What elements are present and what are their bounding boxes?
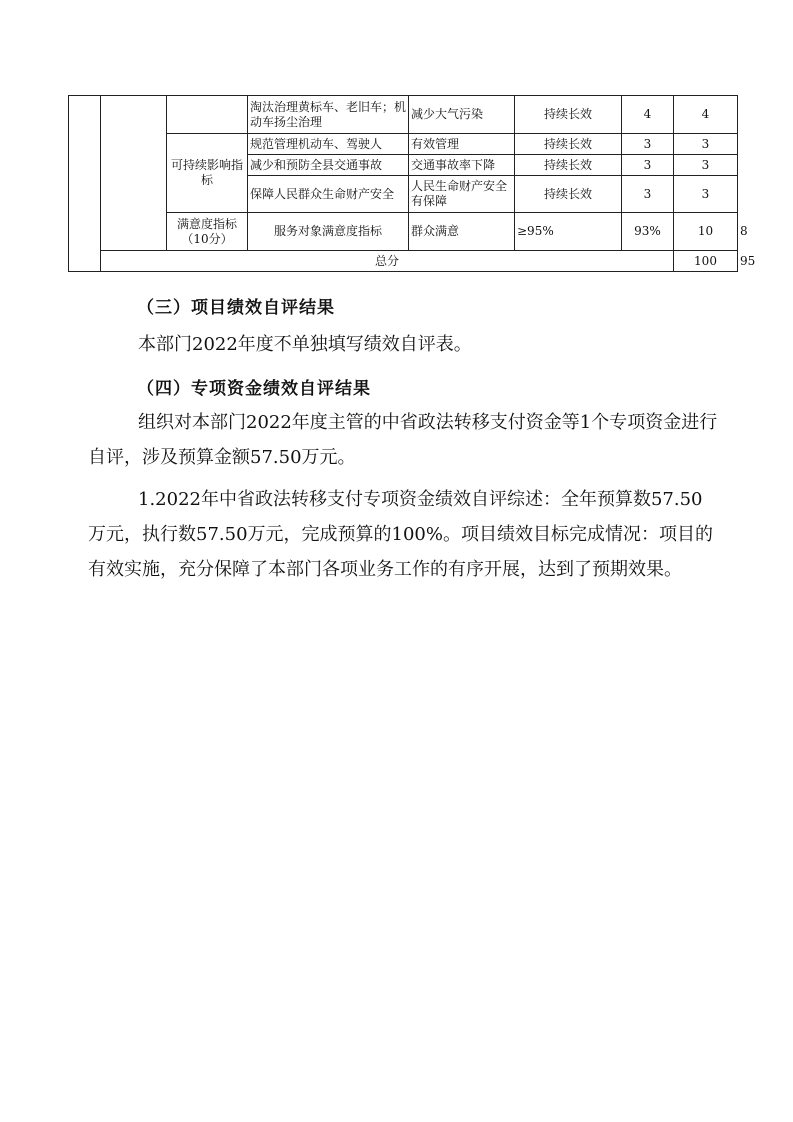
table-cell-total-weight: 100 bbox=[674, 251, 738, 272]
table-cell-blank bbox=[167, 96, 248, 134]
table-cell-satisfaction-category: 满意度指标（10分） bbox=[167, 213, 248, 251]
table-cell-weight: 10 bbox=[674, 213, 738, 251]
table-row-total: 总分 100 95 bbox=[69, 251, 738, 272]
table-cell-weight: 3 bbox=[622, 155, 674, 176]
table-cell-score: 3 bbox=[674, 155, 738, 176]
table-row: 满意度指标（10分） 服务对象满意度指标 群众满意 ≥95% 93% 10 8 bbox=[69, 213, 738, 251]
table-cell-total-label: 总分 bbox=[101, 251, 674, 272]
table-cell-standard: 持续长效 bbox=[515, 155, 622, 176]
section4-heading: （四）专项资金绩效自评结果 bbox=[137, 379, 371, 399]
section3-paragraph: 本部门2022年度不单独填写绩效自评表。 bbox=[138, 334, 472, 355]
table-cell-satisfaction-sub: 服务对象满意度指标 bbox=[248, 213, 409, 251]
table-cell-target: ≥95% bbox=[515, 213, 622, 251]
table-cell-standard: 持续长效 bbox=[515, 134, 622, 155]
table-cell-score: 4 bbox=[674, 96, 738, 134]
table-cell-score: 3 bbox=[674, 176, 738, 213]
section4-paragraph: 组织对本部门2022年度主管的中省政法转移支付资金等1个专项资金进行自评，涉及预算金额57.50万元。 bbox=[88, 412, 718, 468]
section3-heading: （三）项目绩效自评结果 bbox=[137, 298, 335, 318]
table-cell-weight: 3 bbox=[622, 134, 674, 155]
table-cell-blank bbox=[101, 96, 167, 251]
table-cell-target: 减少大气污染 bbox=[409, 96, 515, 134]
table-cell-weight: 3 bbox=[622, 176, 674, 213]
table-cell-blank bbox=[69, 96, 101, 272]
table-cell-actual: 93% bbox=[622, 213, 674, 251]
table-cell-score: 3 bbox=[674, 134, 738, 155]
table-cell-standard: 持续长效 bbox=[515, 176, 622, 213]
table-cell-measure: 群众满意 bbox=[409, 213, 515, 251]
table-cell-measure: 规范管理机动车、驾驶人 bbox=[248, 134, 409, 155]
table-cell-weight: 4 bbox=[622, 96, 674, 134]
table-row bbox=[69, 96, 738, 134]
table-cell-target: 人民生命财产安全有保障 bbox=[409, 176, 515, 213]
section4-item1-paragraph: 1.2022年中省政法转移支付专项资金绩效自评综述：全年预算数57.50万元，执行数57.50万元，完成预算的100%。项目绩效目标完成情况：项目的有效实施，充分保障了本部门各项业务工作的有序开展，达到了预期效果。 bbox=[88, 489, 713, 580]
table-row bbox=[69, 134, 738, 155]
table-cell-measure: 保障人民群众生命财产安全 bbox=[248, 176, 409, 213]
table-cell-measure: 减少和预防全县交通事故 bbox=[248, 155, 409, 176]
table-cell-standard: 持续长效 bbox=[515, 96, 622, 134]
table-cell-sustain-label: 可持续影响指标 bbox=[167, 134, 248, 213]
table-cell-target: 交通事故率下降 bbox=[409, 155, 515, 176]
table-cell-target: 有效管理 bbox=[409, 134, 515, 155]
performance-table bbox=[68, 95, 756, 272]
table-cell-measure: 淘汰治理黄标车、老旧车；机动车扬尘治理 bbox=[248, 96, 409, 134]
